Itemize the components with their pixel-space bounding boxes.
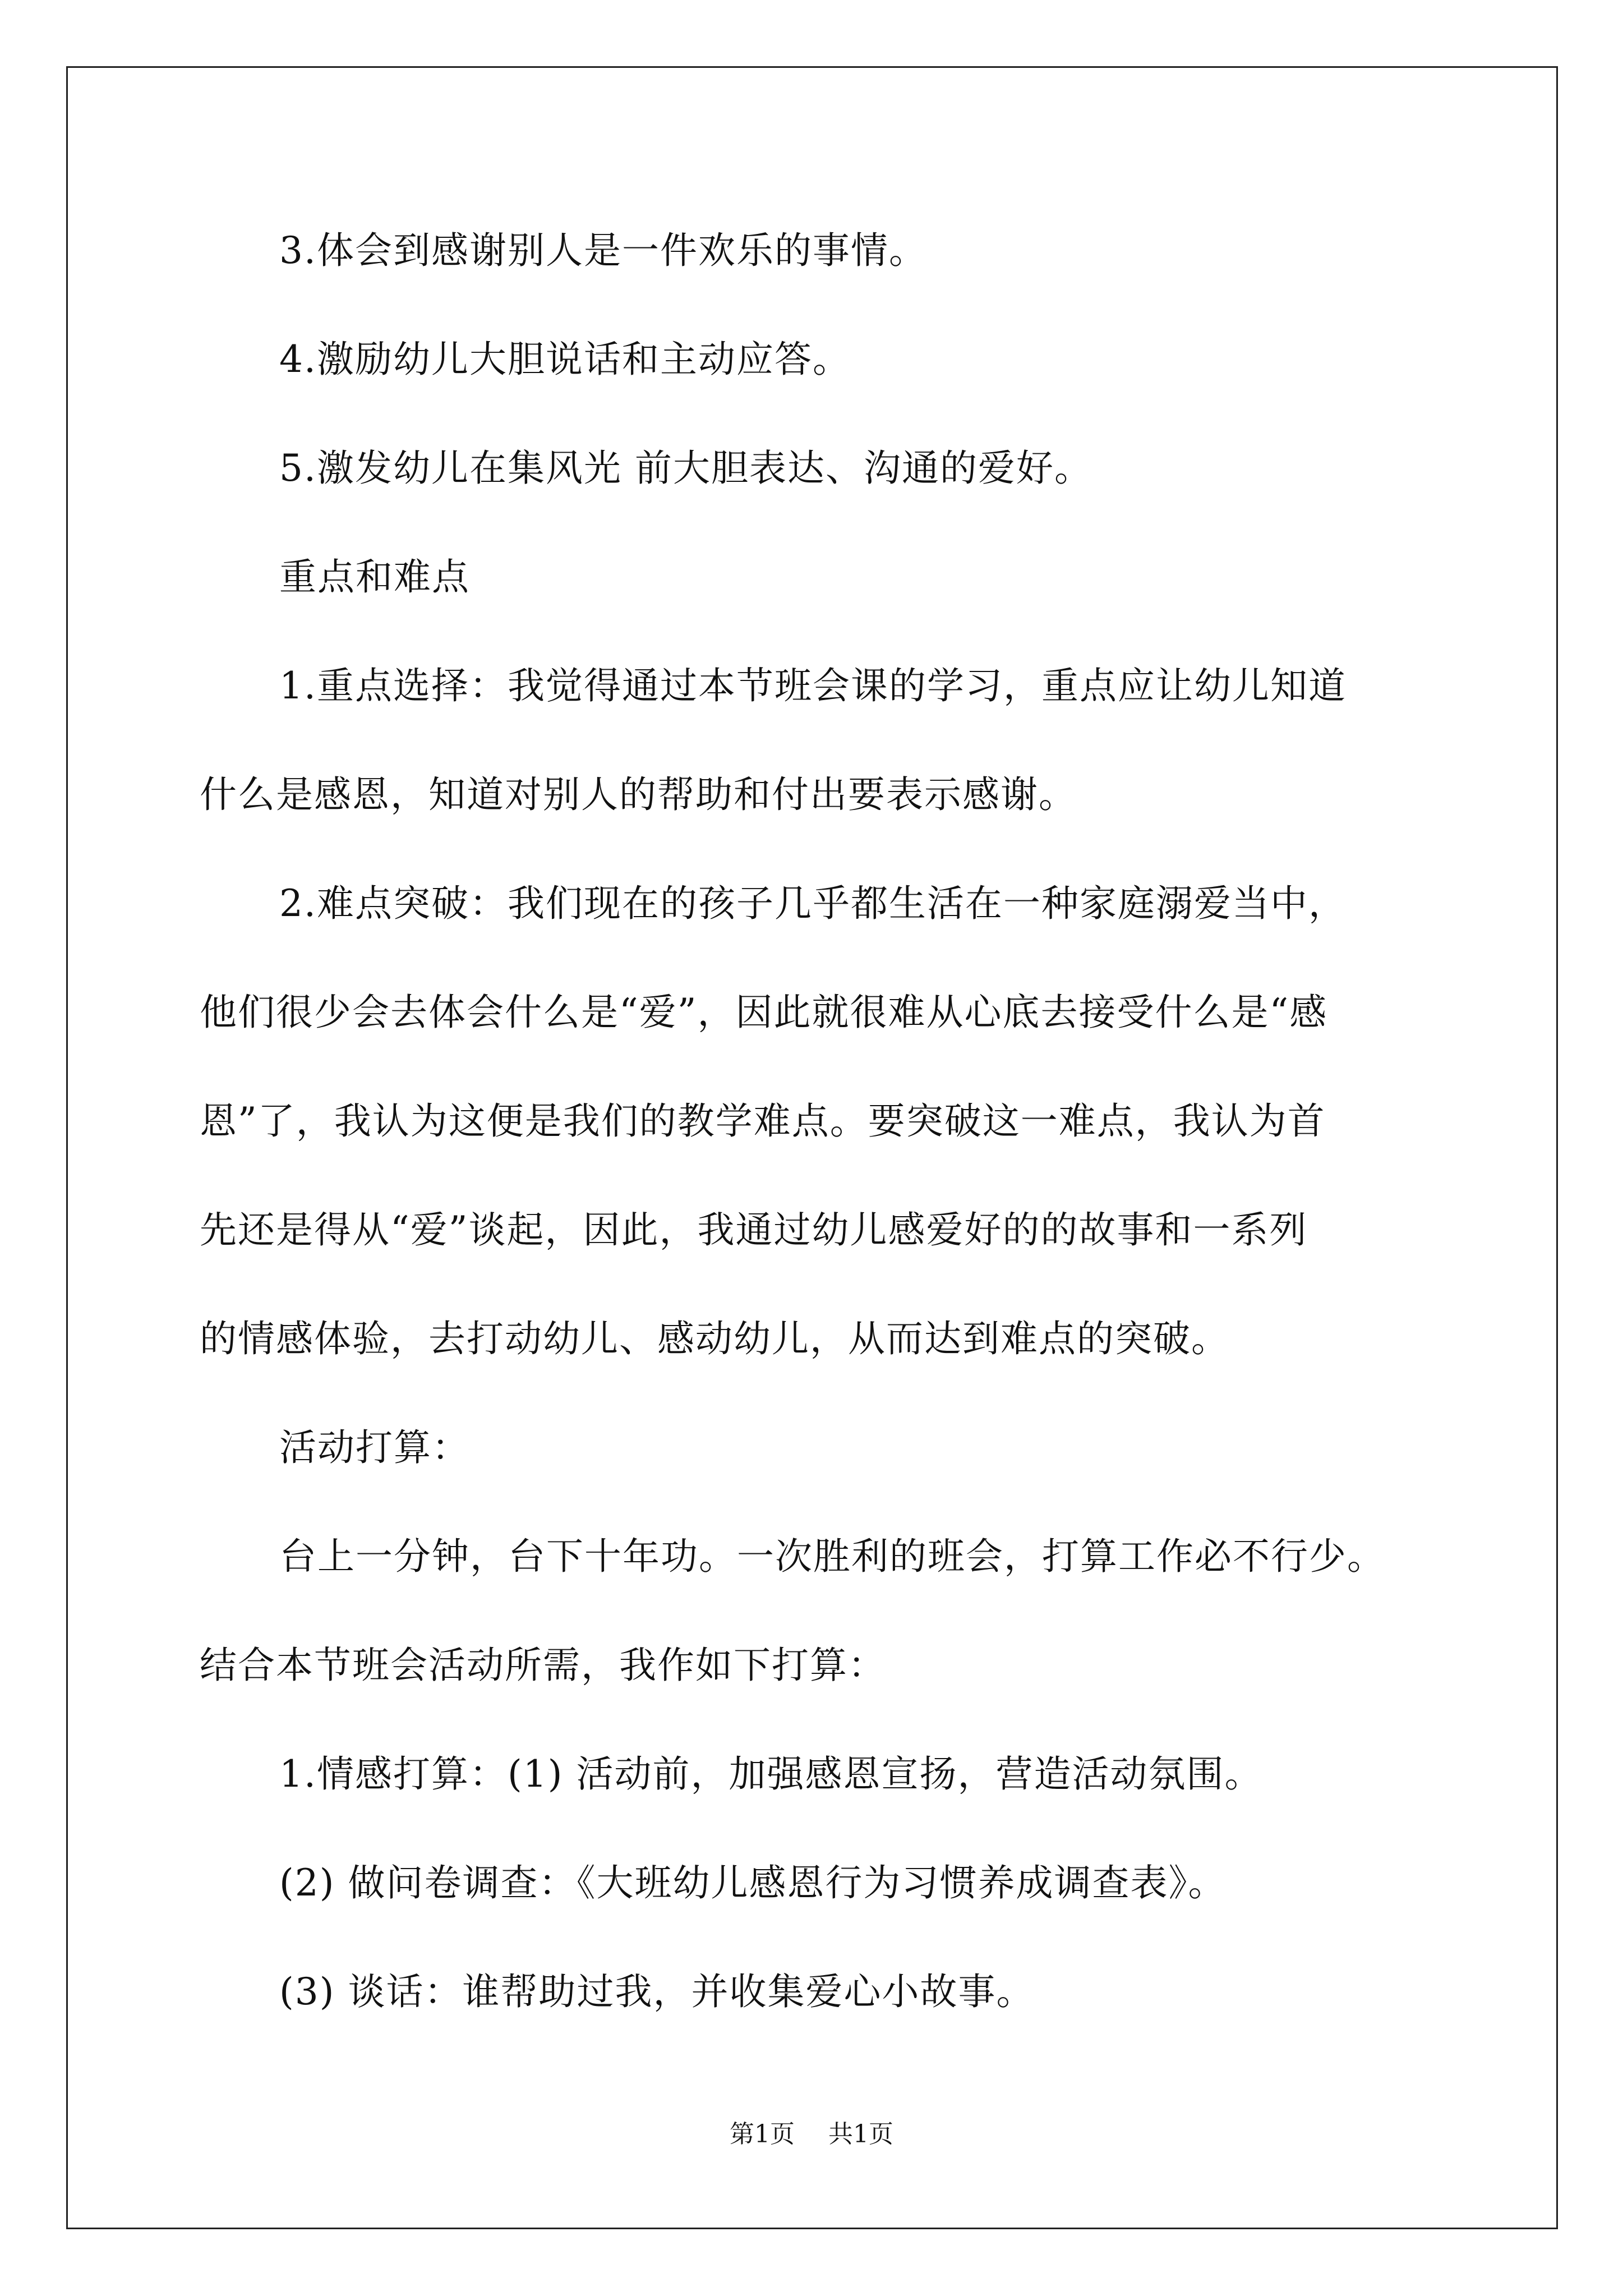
paragraph-goal-5: 5.激发幼儿在集风光 前大胆表达、沟通的爱好。 [279,447,1092,490]
paragraph-conversation: (3) 谈话：谁帮助过我，并收集爱心小故事。 [279,1970,1035,2013]
paragraph-goal-4: 4.激励幼儿大胆说话和主动应答。 [279,338,851,381]
paragraph-survey: (2) 做问卷调查：《大班幼儿感恩行为习惯养成调查表》。 [279,1861,1227,1904]
paragraph-emotional-prep: 1.情感打算：(1) 活动前，加强感恩宣扬，营造活动氛围。 [279,1752,1263,1796]
page-footer [0,2122,1623,2147]
paragraph-preparation-line-1: 台上一分钟，台下十年功。一次胜利的班会，打算工作必不行少。 [279,1535,1385,1578]
paragraph-difficulty-line-1: 2.难点突破：我们现在的孩子几乎都生活在一种家庭溺爱当中， [279,882,1347,925]
paragraph-difficulty-line-3: 恩”了，我认为这便是我们的教学难点。要突破这一难点，我认为首 [200,1099,1326,1143]
page-number-label: 第1页 [730,2120,795,2148]
paragraph-difficulty-line-2: 他们很少会去体会什么是“爱”，因此就很难从心底去接受什么是“感 [200,991,1328,1034]
paragraph-key-point-line-2: 什么是感恩，知道对别人的帮助和付出要表示感谢。 [200,773,1077,816]
paragraph-difficulty-line-5: 的情感体验，去打动幼儿、感动幼儿，从而达到难点的突破。 [200,1317,1229,1360]
section-heading-preparation: 活动打算： [279,1426,470,1469]
paragraph-preparation-line-2: 结合本节班会活动所需，我作如下打算： [200,1644,886,1687]
page-border [66,66,1558,2229]
paragraph-goal-3: 3.体会到感谢别人是一件欢乐的事情。 [279,229,927,272]
section-heading-key-points: 重点和难点 [279,555,470,599]
page-total-label: 共1页 [828,2120,893,2148]
paragraph-difficulty-line-4: 先还是得从“爱”谈起，因此，我通过幼儿感爱好的的故事和一系列 [200,1208,1308,1251]
paragraph-key-point-line-1: 1.重点选择：我觉得通过本节班会课的学习，重点应让幼儿知道 [279,664,1347,707]
